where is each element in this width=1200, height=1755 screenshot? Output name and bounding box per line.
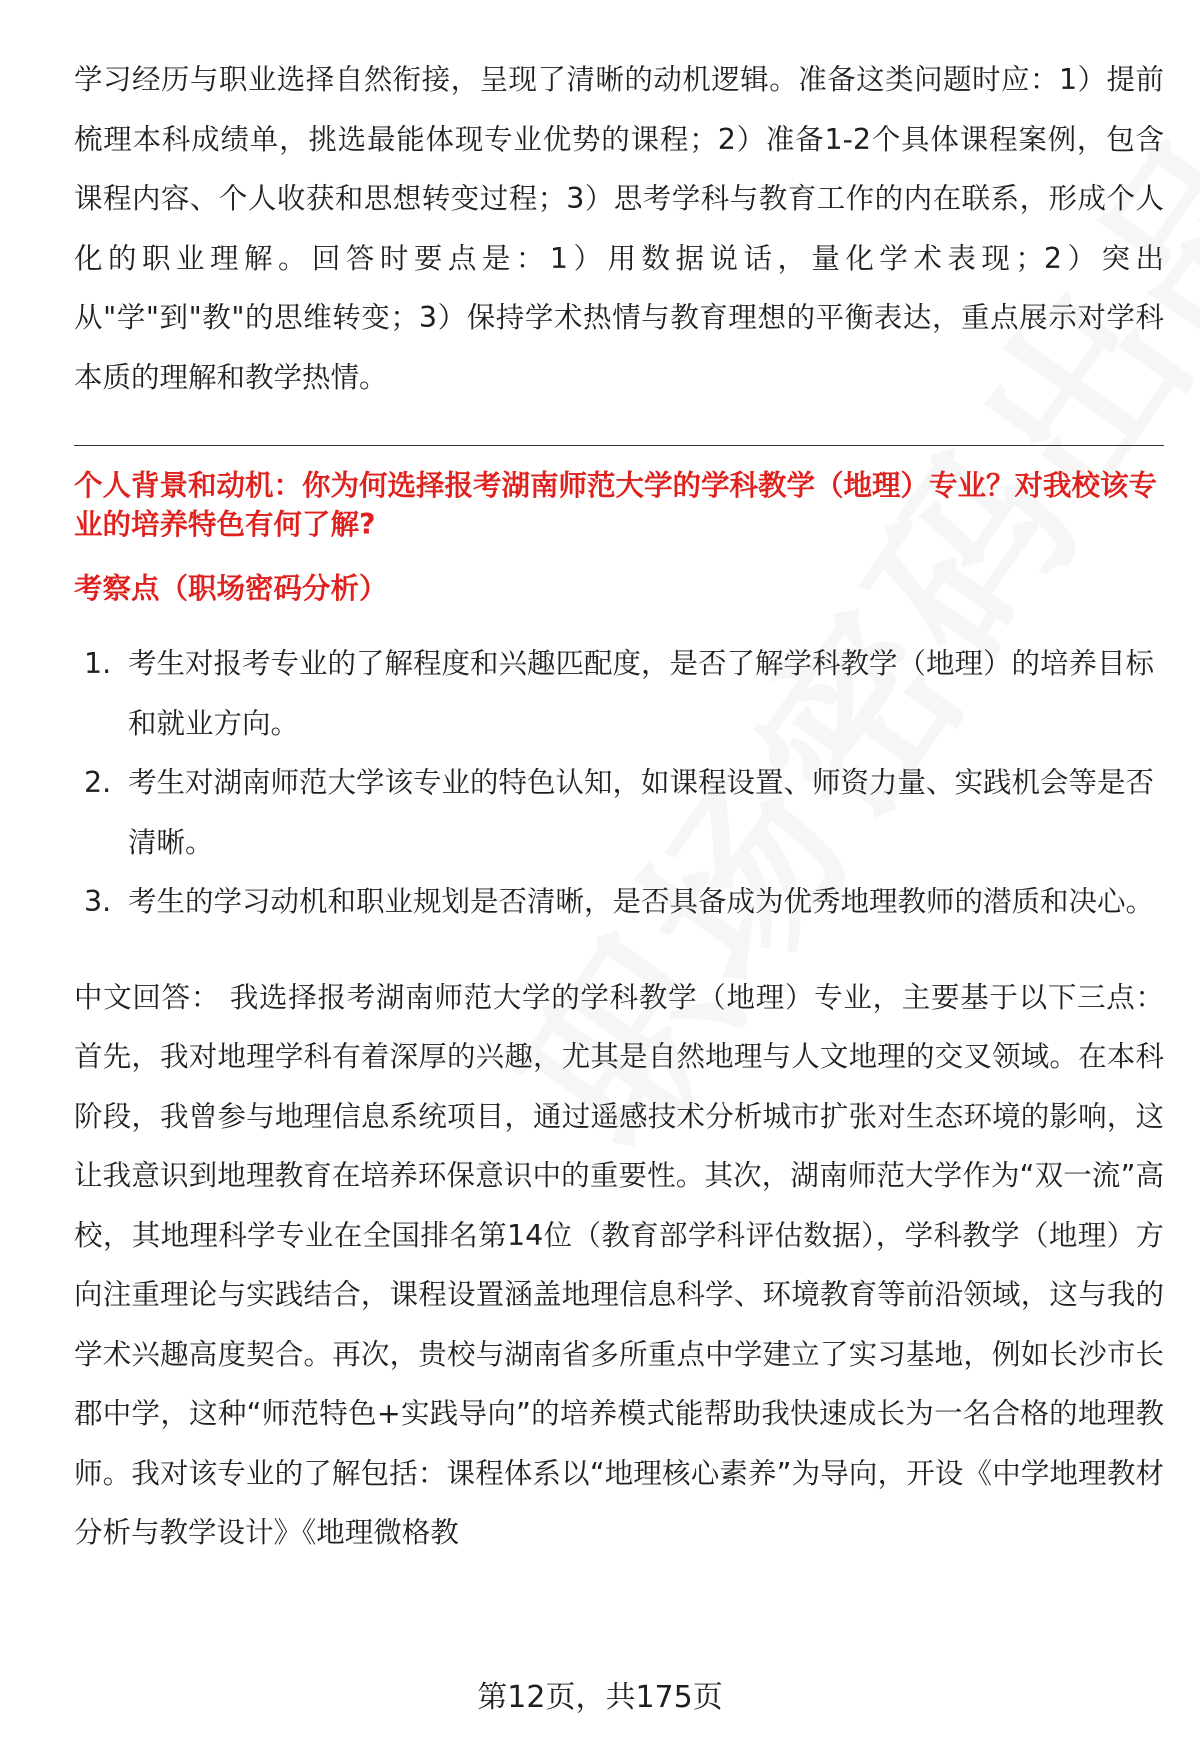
assessment-point	[74, 634, 1164, 753]
point-number: 3.	[84, 885, 112, 918]
assessment-point	[74, 753, 1164, 872]
document-body	[74, 50, 1164, 1563]
point-number: 2.	[84, 766, 112, 799]
point-text: 考生的学习动机和职业规划是否清晰，是否具备成为优秀地理教师的潜质和决心。	[128, 885, 1155, 918]
assessment-point	[74, 872, 1164, 932]
assessment-points-list	[74, 634, 1164, 932]
page-number-footer: 第12页，共175页	[477, 1680, 723, 1715]
answer-paragraph: 中文回答： 我选择报考湖南师范大学的学科教学（地理）专业，主要基于以下三点：首先，我对地理学科有着深厚的兴趣，尤其是自然地理与人文地理的交叉领域。在本科阶段，我曾参与地理信息系统项目，通过遥感技术分析城市扩张对生态环境的影响，这让我意识到地理教育在培养环保意识中的重要性。其次，湖南师范大学作为“双一流”高校，其地理科学专业在全国排名第14位（教育部学科评估数据），学科教学（地理）方向注重理论与实践结合，课程设置涵盖地理信息科学、环境教育等前沿领域，这与我的学术兴趣高度契合。再次，贵校与湖南省多所重点中学建立了实习基地，例如长沙市长郡中学，这种“师范特色+实践导向”的培养模式能帮助我快速成长为一名合格的地理教师。我对该专业的了解包括：课程体系以“地理核心素养”为导向，开设《中学地理教材分析与教学设计》《地理微格教	[74, 980, 1164, 1549]
point-number: 1.	[84, 647, 112, 680]
section-divider	[74, 445, 1164, 446]
intro-paragraph: 学习经历与职业选择自然衔接，呈现了清晰的动机逻辑。准备这类问题时应：1）提前梳理本科成绩单，挑选最能体现专业优势的课程；2）准备1-2个具体课程案例，包含课程内容、个人收获和思想转变过程；3）思考学科与教育工作的内在联系，形成个人化的职业理解。回答时要点是：1）用数据说话，量化学术表现；2）突出从"学"到"教"的思维转变；3）保持学术热情与教育理想的平衡表达，重点展示对学科本质的理解和教学热情。	[74, 63, 1164, 394]
assessment-heading: 考察点（职场密码分析）	[74, 572, 388, 605]
point-text: 考生对报考专业的了解程度和兴趣匹配度，是否了解学科教学（地理）的培养目标和就业方向。	[128, 647, 1155, 740]
point-text: 考生对湖南师范大学该专业的特色认知，如课程设置、师资力量、实践机会等是否清晰。	[128, 766, 1155, 859]
question-heading: 个人背景和动机：你为何选择报考湖南师范大学的学科教学（地理）专业？对我校该专业的培养特色有何了解?	[74, 469, 1158, 541]
